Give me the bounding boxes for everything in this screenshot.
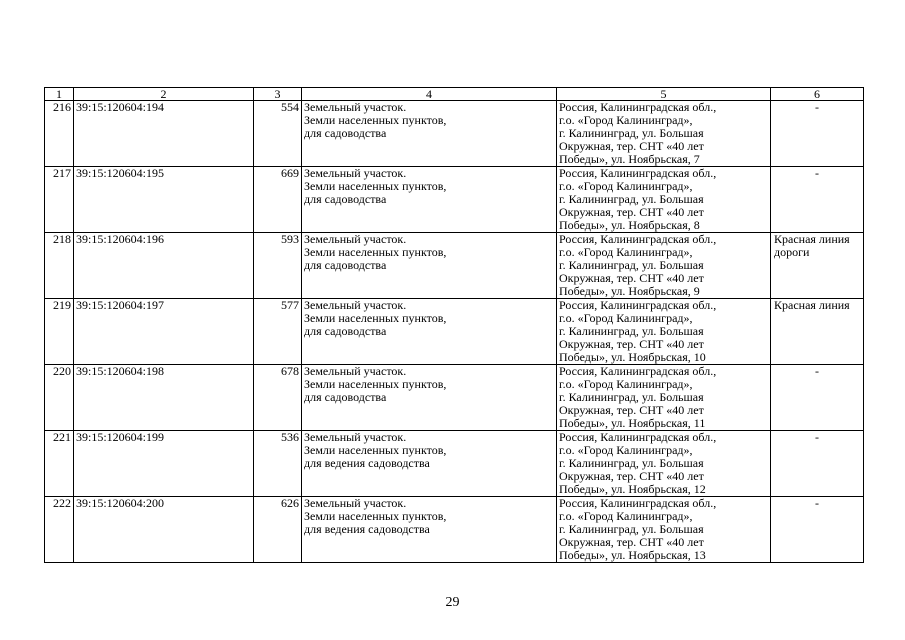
table-row [45,299,864,365]
cell-line: Красная линия [774,232,850,246]
cell-line: Окружная, тер. СНТ «40 лет [559,205,704,219]
note-cell [771,101,864,167]
area-cell: 678 [254,365,302,431]
cell-line: - [815,430,819,444]
area-cell: 554 [254,101,302,167]
cell-line: Земли населенных пунктов, [304,377,447,391]
cell-line: Окружная, тер. СНТ «40 лет [559,535,704,549]
cell-line: Земельный участок. [304,496,407,510]
column-header: 4 [302,88,557,101]
cell-line: для садоводства [304,258,387,272]
table-row [45,497,864,563]
cell-line: Победы», ул. Ноябрьская, 10 [559,350,706,364]
description-cell [302,233,557,299]
description-cell [302,365,557,431]
table-row [45,365,864,431]
cell-line: Земли населенных пунктов, [304,245,447,259]
cell-line: Земельный участок. [304,166,407,180]
cell-line: Земли населенных пунктов, [304,179,447,193]
row-number-cell: 216 [45,101,74,167]
cadastral-number-cell: 39:15:120604:194 [74,101,254,167]
column-header: 3 [254,88,302,101]
cell-line: - [815,166,819,180]
cell-line: Окружная, тер. СНТ «40 лет [559,469,704,483]
cell-line: Победы», ул. Ноябрьская, 7 [559,152,700,166]
column-number-header-row [45,88,864,101]
row-number-cell: 221 [45,431,74,497]
row-number-cell: 217 [45,167,74,233]
address-cell [557,101,771,167]
cell-line: Россия, Калининградская обл., [559,166,717,180]
cadastral-number-cell: 39:15:120604:196 [74,233,254,299]
column-header: 1 [45,88,74,101]
note-cell [771,431,864,497]
cell-line: г.о. «Город Калининград», [559,113,693,127]
area-cell: 626 [254,497,302,563]
address-cell [557,233,771,299]
address-cell [557,167,771,233]
cadastral-number-cell: 39:15:120604:200 [74,497,254,563]
description-cell [302,167,557,233]
description-cell [302,431,557,497]
page-number: 29 [445,595,460,610]
cell-line: Земельный участок. [304,232,407,246]
table-row [45,101,864,167]
cadastral-number-cell: 39:15:120604:199 [74,431,254,497]
cell-line: Красная линия [774,298,850,312]
note-cell [771,497,864,563]
table-row [45,233,864,299]
row-number-cell: 222 [45,497,74,563]
address-cell [557,299,771,365]
cell-line: г.о. «Город Калининград», [559,245,693,259]
cell-line: Окружная, тер. СНТ «40 лет [559,139,704,153]
land-plot-register-table [44,87,864,563]
area-cell: 593 [254,233,302,299]
cell-line: Россия, Калининградская обл., [559,100,717,114]
cell-line: - [815,100,819,114]
cell-line: Победы», ул. Ноябрьская, 12 [559,482,706,496]
address-cell [557,497,771,563]
address-cell [557,431,771,497]
cell-line: Земельный участок. [304,430,407,444]
cell-line: г. Калининград, ул. Большая [559,126,704,140]
cell-line: г.о. «Город Калининград», [559,509,693,523]
description-cell [302,101,557,167]
row-number-cell: 219 [45,299,74,365]
area-cell: 669 [254,167,302,233]
column-header: 5 [557,88,771,101]
row-number-cell: 220 [45,365,74,431]
cell-line: г. Калининград, ул. Большая [559,390,704,404]
cell-line: - [815,496,819,510]
cell-line: Россия, Калининградская обл., [559,364,717,378]
cell-line: Земельный участок. [304,100,407,114]
cell-line: Земли населенных пунктов, [304,443,447,457]
cell-line: Земли населенных пунктов, [304,113,447,127]
cell-line: дороги [774,245,810,259]
cadastral-number-cell: 39:15:120604:197 [74,299,254,365]
table-row [45,167,864,233]
cell-line: Россия, Калининградская обл., [559,496,717,510]
cell-line: г. Калининград, ул. Большая [559,258,704,272]
area-cell: 577 [254,299,302,365]
cell-line: Окружная, тер. СНТ «40 лет [559,403,704,417]
cell-line: Земельный участок. [304,364,407,378]
description-cell [302,497,557,563]
cell-line: г. Калининград, ул. Большая [559,522,704,536]
note-cell [771,299,864,365]
area-cell: 536 [254,431,302,497]
note-cell [771,233,864,299]
cell-line: Земли населенных пунктов, [304,311,447,325]
cell-line: Победы», ул. Ноябрьская, 13 [559,548,706,562]
cell-line: - [815,364,819,378]
note-cell [771,167,864,233]
cell-line: Победы», ул. Ноябрьская, 9 [559,284,700,298]
cell-line: г.о. «Город Калининград», [559,377,693,391]
table-row [45,431,864,497]
cell-line: Россия, Калининградская обл., [559,430,717,444]
cell-line: Россия, Калининградская обл., [559,232,717,246]
cell-line: для садоводства [304,126,387,140]
cell-line: г.о. «Город Калининград», [559,311,693,325]
address-cell [557,365,771,431]
cell-line: Победы», ул. Ноябрьская, 11 [559,416,706,430]
cell-line: для ведения садоводства [304,456,430,470]
cell-line: Земельный участок. [304,298,407,312]
cell-line: г. Калининград, ул. Большая [559,324,704,338]
cadastral-number-cell: 39:15:120604:195 [74,167,254,233]
cell-line: для садоводства [304,192,387,206]
cell-line: для садоводства [304,390,387,404]
cadastral-number-cell: 39:15:120604:198 [74,365,254,431]
cell-line: для садоводства [304,324,387,338]
cell-line: г.о. «Город Калининград», [559,179,693,193]
cell-line: Россия, Калининградская обл., [559,298,717,312]
cell-line: Победы», ул. Ноябрьская, 8 [559,218,700,232]
cell-line: Окружная, тер. СНТ «40 лет [559,337,704,351]
column-header: 2 [74,88,254,101]
cell-line: для ведения садоводства [304,522,430,536]
description-cell [302,299,557,365]
note-cell [771,365,864,431]
column-header: 6 [771,88,864,101]
cell-line: Земли населенных пунктов, [304,509,447,523]
row-number-cell: 218 [45,233,74,299]
cell-line: г. Калининград, ул. Большая [559,192,704,206]
cell-line: г. Калининград, ул. Большая [559,456,704,470]
cell-line: г.о. «Город Калининград», [559,443,693,457]
cell-line: Окружная, тер. СНТ «40 лет [559,271,704,285]
table-body [45,88,864,563]
